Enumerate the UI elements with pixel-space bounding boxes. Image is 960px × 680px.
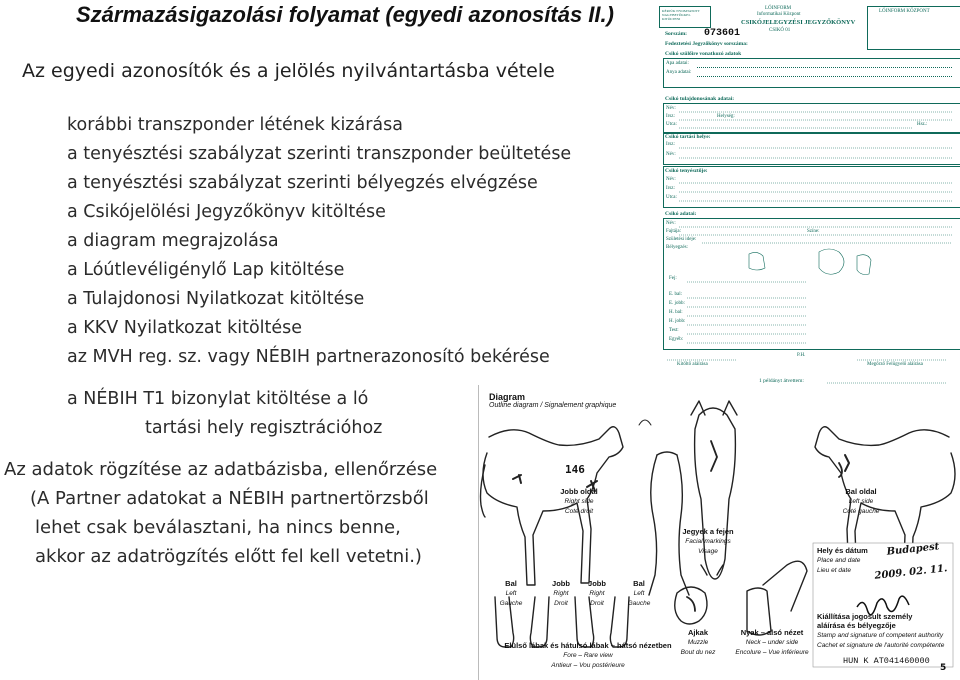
label-right-leg-1-fr: Droit xyxy=(554,600,568,607)
label-right-leg-2-hu: Jobb xyxy=(588,579,606,588)
horse-diagram-card xyxy=(478,385,960,680)
section-heading: Az egyedi azonosítók és a jelölés nyilvántartásba vétele xyxy=(22,60,555,82)
step-item: a KKV Nyilatkozat kitöltése xyxy=(67,318,303,338)
label-place-date-fr: Lieu et date xyxy=(817,567,851,574)
database-note xyxy=(4,455,437,571)
form-dam: Anya adatai: xyxy=(666,70,692,75)
form-supervisor-sign: Megőrző Felügyelő aláírása xyxy=(867,362,923,367)
form-foal-name: Név: xyxy=(666,221,676,226)
label-legs-rear xyxy=(493,641,683,670)
form-copy-received: 1 példányt átvettem: xyxy=(759,378,804,384)
label-right-leg-1-en: Right xyxy=(553,590,569,597)
t1-line-1: a NÉBIH T1 bizonylat kitöltése a ló xyxy=(67,389,369,409)
label-left-side xyxy=(831,487,891,516)
form-body: Test: xyxy=(669,328,679,333)
form-fl-right: E. jobb: xyxy=(669,301,685,306)
handwritten-place: Budapest xyxy=(886,541,940,558)
form-owner-name: Név: xyxy=(666,106,676,111)
diagram-title: Diagram xyxy=(489,392,526,402)
form-foal-brand: Bélyegzés: xyxy=(666,245,688,250)
label-place-date-hu: Hely és dátum xyxy=(817,546,868,555)
form-section-holding: Csikó tartási helye: xyxy=(665,134,711,140)
form-header-left: KÉRJÜK NYOMTATOTT NAGYBETŰKKEL KITÖLTENI xyxy=(662,9,700,21)
step-item: a Tulajdonosi Nyilatkozat kitöltése xyxy=(67,289,365,309)
label-authority-en: Stamp and signature of competent authority xyxy=(817,632,944,639)
form-foal-color: Színe: xyxy=(807,229,820,234)
step-item: a diagram megrajzolása xyxy=(67,231,279,251)
form-sire: Apa adatai: xyxy=(666,61,689,66)
form-breeder-name: Név: xyxy=(666,177,676,182)
steps-list xyxy=(67,111,571,372)
label-left-side-hu: Bal oldal xyxy=(845,487,877,496)
form-owner-street: Utca: xyxy=(666,122,677,127)
form-header-right: LÓINFORM KÖZPONT xyxy=(879,9,930,14)
form-fl-left: E. bal: xyxy=(669,292,683,297)
label-left-leg-2-hu: Bal xyxy=(633,579,645,588)
label-facial xyxy=(675,527,741,556)
label-authority-hu-2: aláírása és bélyegzője xyxy=(817,621,896,630)
step-item: korábbi transzponder létének kizárása xyxy=(67,115,403,135)
form-header-center-2: Informatikai Központ xyxy=(757,12,801,17)
step-item: az MVH reg. sz. vagy NÉBIH partnerazonosító bekérése xyxy=(67,347,550,367)
form-breeder-street: Utca: xyxy=(666,195,677,200)
form-foal-breed: Fajtája: xyxy=(666,229,681,234)
label-right-side-en: Right side xyxy=(564,498,594,505)
label-muzzle-fr: Bout du nez xyxy=(680,649,716,656)
form-stamp: P.H. xyxy=(797,353,806,358)
form-section-parents: Csikó szülőire vonatkozó adatok xyxy=(665,51,742,57)
label-right-side-fr: Coté droit xyxy=(564,508,594,515)
handwritten-date: 2009. 02. 11. xyxy=(874,563,948,582)
note-line-4: akkor az adatrögzítés előtt fel kell vetetni.) xyxy=(35,546,422,567)
note-line-2: (A Partner adatokat a NÉBIH partnertörzsből xyxy=(30,488,429,509)
form-foal-birth: Születési ideje: xyxy=(666,237,697,242)
form-title: CSIKÓJELEGYZÉSI JEGYZŐKÖNYV xyxy=(741,19,856,26)
label-place-date xyxy=(817,546,877,575)
form-hl-right: H. jobb: xyxy=(669,319,686,324)
label-facial-hu: Jegyek a fejen xyxy=(682,527,734,536)
note-line-3: lehet csak beválasztani, ha nincs benne, xyxy=(35,517,401,538)
label-legs-rear-fr: Antieur – Vou postérieure xyxy=(551,662,625,669)
label-legs-rear-en: Fore – Rare view xyxy=(563,652,613,659)
label-neck-en: Neck – under side xyxy=(745,639,799,646)
form-section-owner: Csikó tulajdonosának adatai: xyxy=(665,96,735,102)
label-right-leg-1-hu: Jobb xyxy=(552,579,570,588)
t1-line-2: tartási hely regisztrációhoz xyxy=(145,418,383,438)
step-item: a Csikójelölési Jegyzőkönyv kitöltése xyxy=(67,202,386,222)
label-legs-rear-hu: Elülső lábak és hátulsó lábak – hátsó nézetben xyxy=(504,641,672,650)
label-left-leg-2-en: Left xyxy=(633,590,645,597)
t1-step xyxy=(67,385,382,443)
label-right-leg-2-en: Right xyxy=(589,590,605,597)
form-serial-label: Sorszám: xyxy=(665,31,687,37)
form-hl-left: H. bal: xyxy=(669,310,683,315)
label-place-date-en: Place and date xyxy=(817,557,861,564)
passport-code: HUN K AT041460000 xyxy=(843,656,930,666)
label-right-leg-1 xyxy=(541,579,581,608)
label-left-leg xyxy=(491,579,531,608)
form-breeder-zip: Irsz: xyxy=(666,186,675,191)
label-right-side-hu: Jobb oldal xyxy=(560,487,598,496)
form-header-center-1: LÓINFORM xyxy=(765,6,792,11)
form-serial-number: 073601 xyxy=(704,28,741,39)
step-item: a Lóútlevéligénylő Lap kitöltése xyxy=(67,260,345,280)
label-right-leg-2 xyxy=(577,579,617,608)
foal-registration-form xyxy=(657,0,960,388)
form-filler-sign: Kitöltő aláírása xyxy=(677,362,708,367)
step-item: a tenyésztési szabályzat szerinti transzponder beültetése xyxy=(67,144,572,164)
label-right-leg-2-fr: Droit xyxy=(590,600,604,607)
form-section-foal: Csikó adatai: xyxy=(665,211,697,217)
label-left-leg-hu: Bal xyxy=(505,579,517,588)
form-owner-house: Hsz.: xyxy=(917,122,928,127)
label-left-side-en: Left side xyxy=(848,498,874,505)
handwritten-number: 146 xyxy=(565,463,585,476)
form-lines xyxy=(657,0,960,388)
label-facial-en: Facial markings xyxy=(685,538,731,545)
label-muzzle-hu: Ajkak xyxy=(687,628,708,637)
form-head-marks: Fej: xyxy=(669,276,677,281)
form-section-breeder: Csikó tenyésztője: xyxy=(665,168,708,174)
step-item: a tenyésztési szabályzat szerinti bélyegzés elvégzése xyxy=(67,173,538,193)
label-facial-fr: Visage xyxy=(698,548,718,555)
form-other: Egyéb: xyxy=(669,337,684,342)
label-muzzle-en: Muzzle xyxy=(687,639,709,646)
label-left-leg-fr: Gauche xyxy=(499,600,523,607)
label-left-leg-2-fr: Gauche xyxy=(627,600,651,607)
page-number: 5 xyxy=(940,663,947,673)
form-owner-zip: Irsz: xyxy=(666,114,675,119)
label-authority xyxy=(817,612,953,650)
slide-title: Származásigazolási folyamat (egyedi azonosítás II.) xyxy=(76,2,614,27)
form-holding-zip: Irsz: xyxy=(666,142,675,147)
label-authority-hu-1: Kiállítása jogosult személy xyxy=(817,612,913,621)
label-left-side-fr: Coté gauche xyxy=(842,508,880,515)
form-holding-name: Név: xyxy=(666,152,676,157)
form-owner-city: Helység: xyxy=(717,114,735,119)
label-neck-hu: Nyak – alsó nézet xyxy=(740,628,804,637)
diagram-subtitle: Outline diagram / Signalement graphique xyxy=(489,402,617,409)
label-authority-fr: Cachet et signature de l'autorité compétente xyxy=(817,642,945,649)
label-right-side xyxy=(549,487,609,516)
note-line-1: Az adatok rögzítése az adatbázisba, ellenőrzése xyxy=(4,459,438,480)
form-fedezteto: Fedeztetési Jegyzőkönyv sorszáma: xyxy=(665,41,748,47)
label-neck-fr: Encolure – Vue inférieure xyxy=(735,649,809,656)
form-csiko-code: CSIKÓ 01 xyxy=(769,28,791,33)
label-muzzle xyxy=(675,628,721,657)
label-left-leg-en: Left xyxy=(505,590,517,597)
label-left-leg-2 xyxy=(619,579,659,608)
label-neck xyxy=(729,628,815,657)
